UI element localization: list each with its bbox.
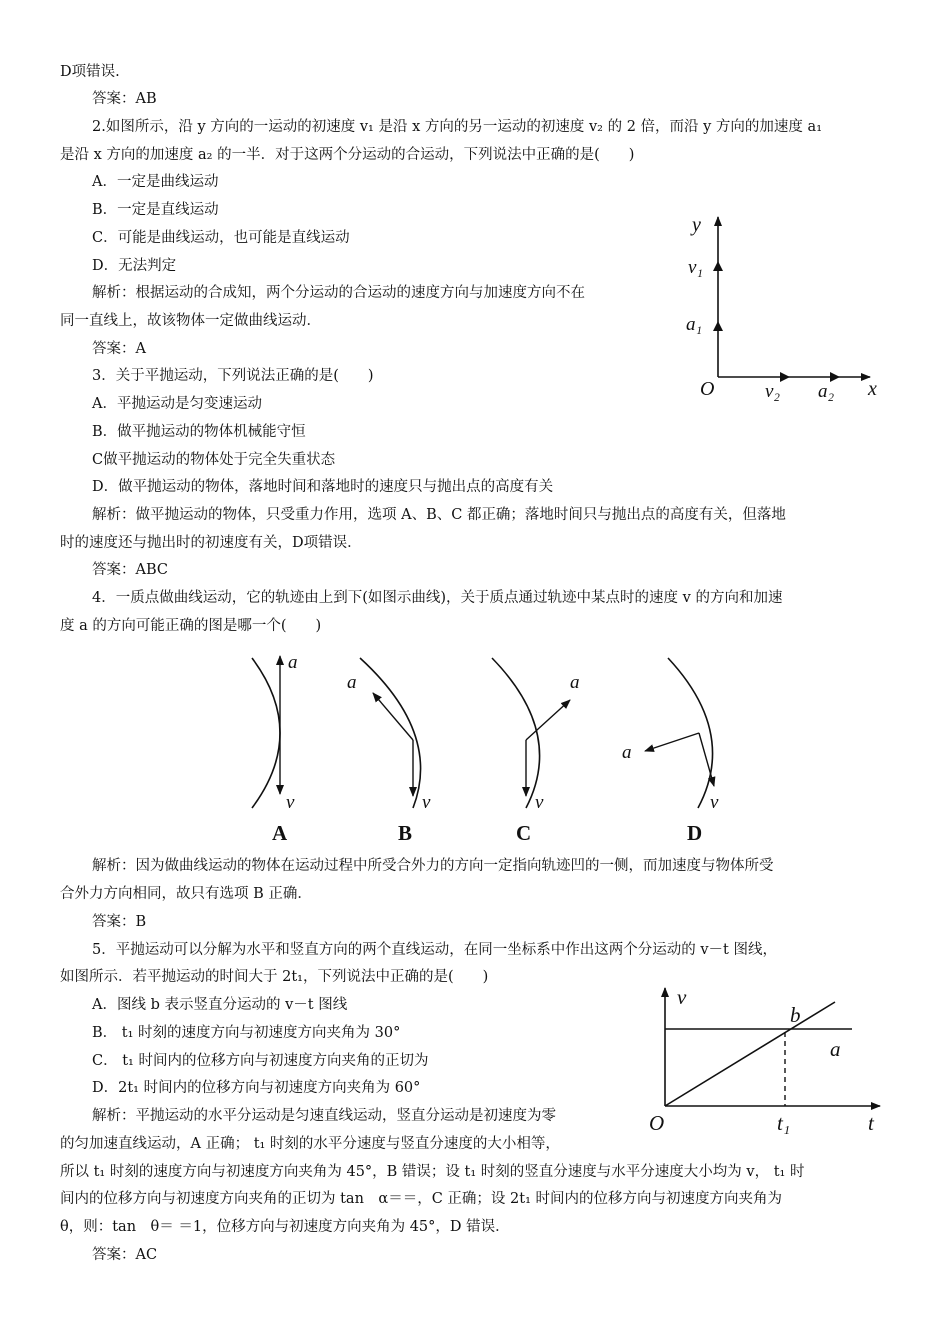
v-label: v	[710, 792, 719, 813]
trajectory-curve	[668, 658, 713, 808]
a1-tick-arrow	[713, 321, 723, 331]
t-axis-label: t	[868, 1111, 874, 1135]
trajectory-curve	[360, 658, 421, 808]
v2-label: v₂	[765, 381, 781, 402]
question-5-cont: 如图所示．若平抛运动的时间大于 2t₁，下列说法中正确的是( )	[60, 969, 489, 985]
answer: 答案：ABC	[92, 562, 168, 578]
question-3: 3．关于平抛运动，下列说法正确的是( )	[92, 368, 374, 384]
answer: 答案：AC	[92, 1247, 158, 1263]
option-d: D．无法判定	[92, 258, 177, 274]
a-label: a	[830, 1037, 841, 1061]
option-label: C	[516, 821, 532, 845]
option-b: B．一定是直线运动	[92, 202, 219, 218]
question-5: 5．平抛运动可以分解为水平和竖直方向的两个直线运动，在同一坐标系中作出这两个分运动的 v－t 图线，	[92, 942, 777, 958]
answer: 答案：A	[92, 341, 146, 357]
option-a: A．图线 b 表示竖直分运动的 v－t 图线	[92, 997, 348, 1013]
figure-q5-vt-graph	[640, 980, 900, 1140]
b-label: b	[790, 1003, 801, 1027]
trajectory-curve	[252, 658, 280, 808]
line: D项错误.	[60, 64, 120, 80]
x-label: x	[868, 378, 877, 400]
answer: 答案：B	[92, 914, 147, 930]
question-4-cont: 度 a 的方向可能正确的图是哪一个( )	[60, 618, 322, 634]
a2-label: a₂	[818, 381, 835, 402]
option-a: A．平抛运动是匀变速运动	[92, 396, 262, 412]
y-label: y	[692, 214, 701, 236]
option-d-figure	[622, 658, 719, 845]
explanation: 解析：因为做曲线运动的物体在运动过程中所受合外力的方向一定指向轨迹凹的一侧，而加速度与物体所受	[92, 858, 774, 874]
option-a: A．一定是曲线运动	[92, 174, 219, 190]
option-c: C．可能是曲线运动，也可能是直线运动	[92, 230, 350, 246]
v-label: v	[286, 792, 295, 813]
a-label: a	[288, 652, 298, 673]
option-b: B．做平抛运动的物体机械能守恒	[92, 424, 306, 440]
option-c: C． t₁ 时间内的位移方向与初速度方向夹角的正切为	[92, 1053, 429, 1069]
v2-tick-arrow	[780, 372, 790, 382]
line-b	[665, 1002, 835, 1106]
option-c: C做平抛运动的物体处于完全失重状态	[92, 452, 336, 468]
a1-label: a₁	[686, 314, 703, 335]
origin-label: O	[700, 378, 715, 400]
v1-tick-arrow	[713, 261, 723, 271]
explanation: 解析：根据运动的合成知，两个分运动的合运动的速度方向与加速度方向不在	[92, 285, 585, 301]
option-label: A	[272, 821, 288, 845]
explanation: 解析：做平抛运动的物体，只受重力作用，选项 A、B、C 都正确；落地时间只与抛出点的高度有关，但落地	[92, 507, 786, 523]
a-label: a	[347, 672, 357, 693]
option-a-figure	[252, 652, 298, 845]
question-4: 4．一质点做曲线运动，它的轨迹由上到下(如图示曲线)，关于质点通过轨迹中某点时的速度 v 的方向和加速	[92, 590, 783, 606]
option-c-figure	[492, 658, 580, 845]
figure-q4-options	[230, 648, 750, 853]
figure-q2-axes	[670, 205, 900, 405]
v-axis-label: v	[677, 985, 687, 1009]
v-label: v	[535, 792, 544, 813]
a-label: a	[570, 672, 580, 693]
option-b: B． t₁ 时刻的速度方向与初速度方向夹角为 30°	[92, 1025, 401, 1041]
origin-label: O	[649, 1111, 665, 1135]
explanation-cont: 的匀加速直线运动，A 正确； t₁ 时刻的水平分速度与竖直分速度的大小相等，	[60, 1136, 560, 1152]
explanation-cont: θ，则：tan θ＝ ＝1，位移方向与初速度方向夹角为 45°，D 错误．	[60, 1219, 510, 1235]
answer: 答案：AB	[92, 91, 157, 107]
option-label: B	[398, 821, 413, 845]
option-d: D．2t₁ 时间内的位移方向与初速度方向夹角为 60°	[92, 1080, 421, 1096]
explanation-cont: 合外力方向相同，故只有选项 B 正确．	[60, 886, 312, 902]
explanation-cont: 间内的位移方向与初速度方向夹角的正切为 tan α＝＝，C 正确；设 2t₁ 时间内的位移方向与初速度方向夹角为	[60, 1191, 782, 1207]
t1-label: t₁	[777, 1111, 791, 1135]
v1-label: v₁	[688, 257, 704, 278]
explanation: 解析：平抛运动的水平分运动是匀速直线运动，竖直分运动是初速度为零	[92, 1108, 556, 1124]
explanation-cont: 同一直线上，故该物体一定做曲线运动．	[60, 313, 321, 329]
question-2-cont: 是沿 x 方向的加速度 a₂ 的一半．对于这两个分运动的合运动，下列说法中正确的是( )	[60, 147, 635, 163]
v-label: v	[422, 792, 431, 813]
trajectory-curve	[492, 658, 540, 808]
option-label: D	[687, 821, 703, 845]
acceleration-arrow	[645, 733, 699, 751]
option-b-figure	[347, 658, 431, 845]
explanation-cont: 时的速度还与抛出时的初速度有关，D项错误．	[60, 535, 362, 551]
question-2: 2.如图所示，沿 y 方向的一运动的初速度 v₁ 是沿 x 方向的另一运动的初速度 v₂ 的 2 倍，而沿 y 方向的加速度 a₁	[92, 119, 823, 135]
explanation-cont: 所以 t₁ 时刻的速度方向与初速度方向夹角为 45°，B 错误；设 t₁ 时刻的竖直分速度与水平分速度大小均为 v， t₁ 时	[60, 1164, 805, 1180]
option-d: D．做平抛运动的物体，落地时间和落地时的速度只与抛出点的高度有关	[92, 479, 554, 495]
a-label: a	[622, 742, 632, 763]
